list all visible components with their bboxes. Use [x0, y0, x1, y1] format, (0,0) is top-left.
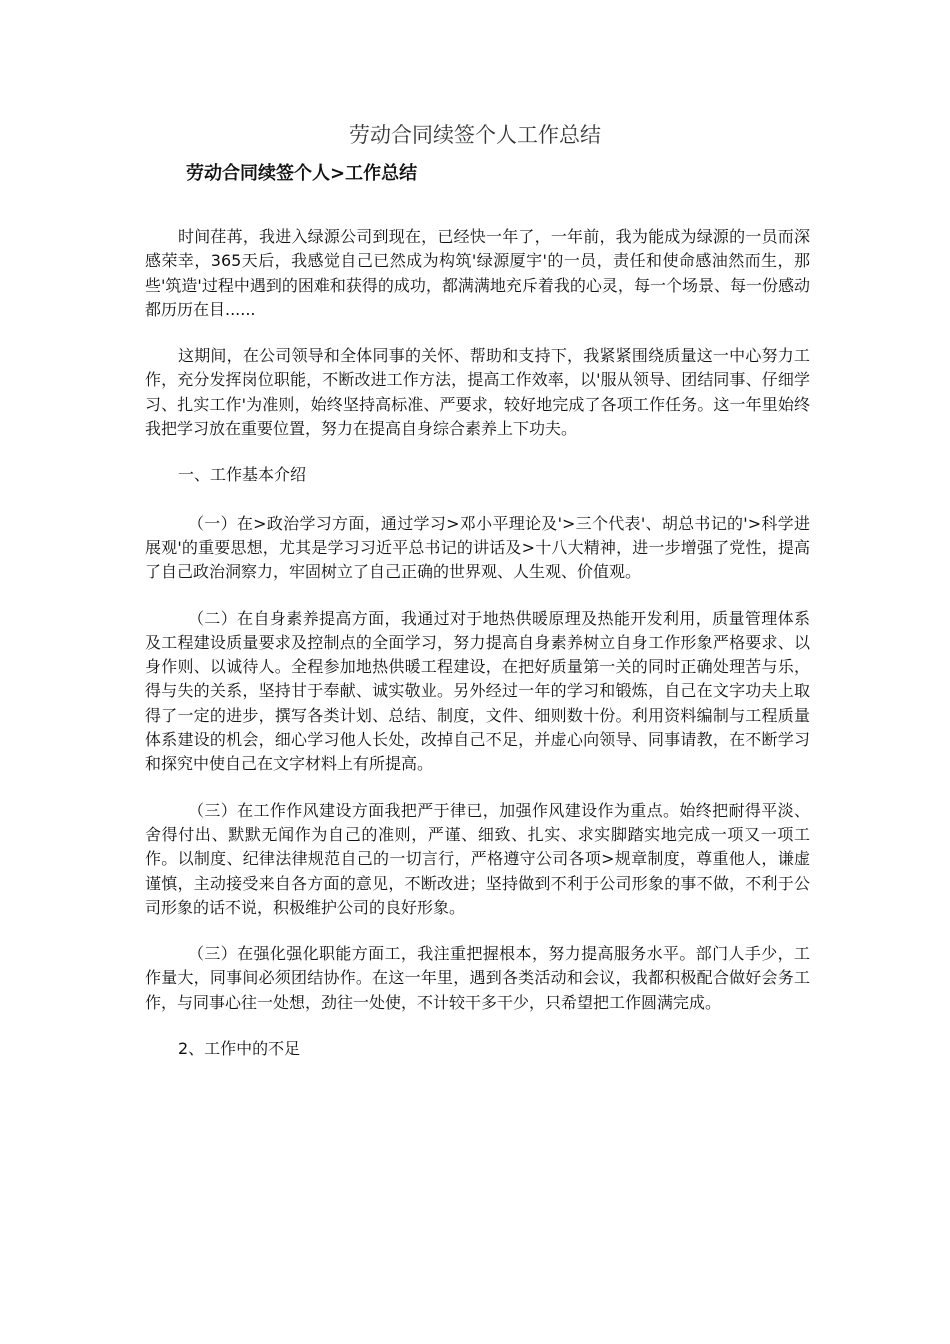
paragraph-self-improvement: （二）在自身素养提高方面，我通过对于地热供暖原理及热能开发利用，质量管理体系及工程建设质量要求及控制点的全面学习，努力提高自身素养树立自身工作形象严格要求、以身作则、以诚待人。全程参加地热供暖工程建设，在把好质量第一关的同时正确处理苦与乐，得与失的关系，坚持甘于奉献、诚实敬业。另外经过一年的学习和锻炼，自己在文字功夫上取得了一定的进步，撰写各类计划、总结、制度，文件、细则数十份。利用资料编制与工程质量体系建设的机会，细心学习他人长处，改掉自己不足，并虚心向领导、同事请教，在不断学习和探究中使自己在文字材料上有所提高。: [145, 608, 810, 774]
paragraph-functions: （三）在强化强化职能方面工，我注重把握根本，努力提高服务水平。部门人手少，工作量大，同事间必须团结协作。在这一年里，遇到各类活动和会议，我都积极配合做好会务工作，与同事心往一处想，劲往一处使，不计较干多干少，只希望把工作圆满完成。: [145, 944, 810, 1012]
paragraph-intro: 时间荏苒，我进入绿源公司到现在，已经快一年了，一年前，我为能成为绿源的一员而深感荣幸，365天后，我感觉自己已然成为构筑'绿源厦宇'的一员，责任和使命感油然而生，那些'筑造'过程中遇到的困难和获得的成功，都满满地充斥着我的心灵，每一个场景、每一份感动都历历在目......: [145, 227, 810, 319]
document-subtitle: 劳动合同续签个人>工作总结: [186, 163, 418, 184]
paragraph-overview: 这期间，在公司领导和全体同事的关怀、帮助和支持下，我紧紧围绕质量这一中心努力工作，充分发挥岗位职能，不断改进工作方法，提高工作效率，以'服从领导、团结同事、仔细学习、扎实工作'为准则，始终坚持高标准、严要求，较好地完成了各项工作任务。这一年里始终我把学习放在重要位置，努力在提高自身综合素养上下功夫。: [145, 346, 810, 439]
section-heading-shortcomings: 2、工作中的不足: [178, 1039, 301, 1059]
paragraph-political-study: （一）在>政治学习方面，通过学习>邓小平理论及'>三个代表'、胡总书记的'>科学进展观'的重要思想，尤其是学习习近平总书记的讲话及>十八大精神，进一步增强了党性，提高了自己政治洞察力，牢固树立了自己正确的世界观、人生观、价值观。: [145, 513, 810, 582]
document-body: [145, 225, 810, 1085]
section-heading-work-intro: 一、工作基本介绍: [178, 465, 307, 485]
paragraph-work-style: （三）在工作作风建设方面我把严于律已，加强作风建设作为重点。始终把耐得平淡、舍得付出、默默无闻作为自己的准则，严谨、细致、扎实、求实脚踏实地完成一项又一项工作。以制度、纪律法律规范自己的一切言行，严格遵守公司各项>规章制度，尊重他人，谦虚谨慎，主动接受来自各方面的意见，不断改进；坚持做到不利于公司形象的事不做，不利于公司形象的话不说，积极维护公司的良好形象。: [145, 800, 810, 917]
document-title: 劳动合同续签个人工作总结: [349, 123, 601, 147]
